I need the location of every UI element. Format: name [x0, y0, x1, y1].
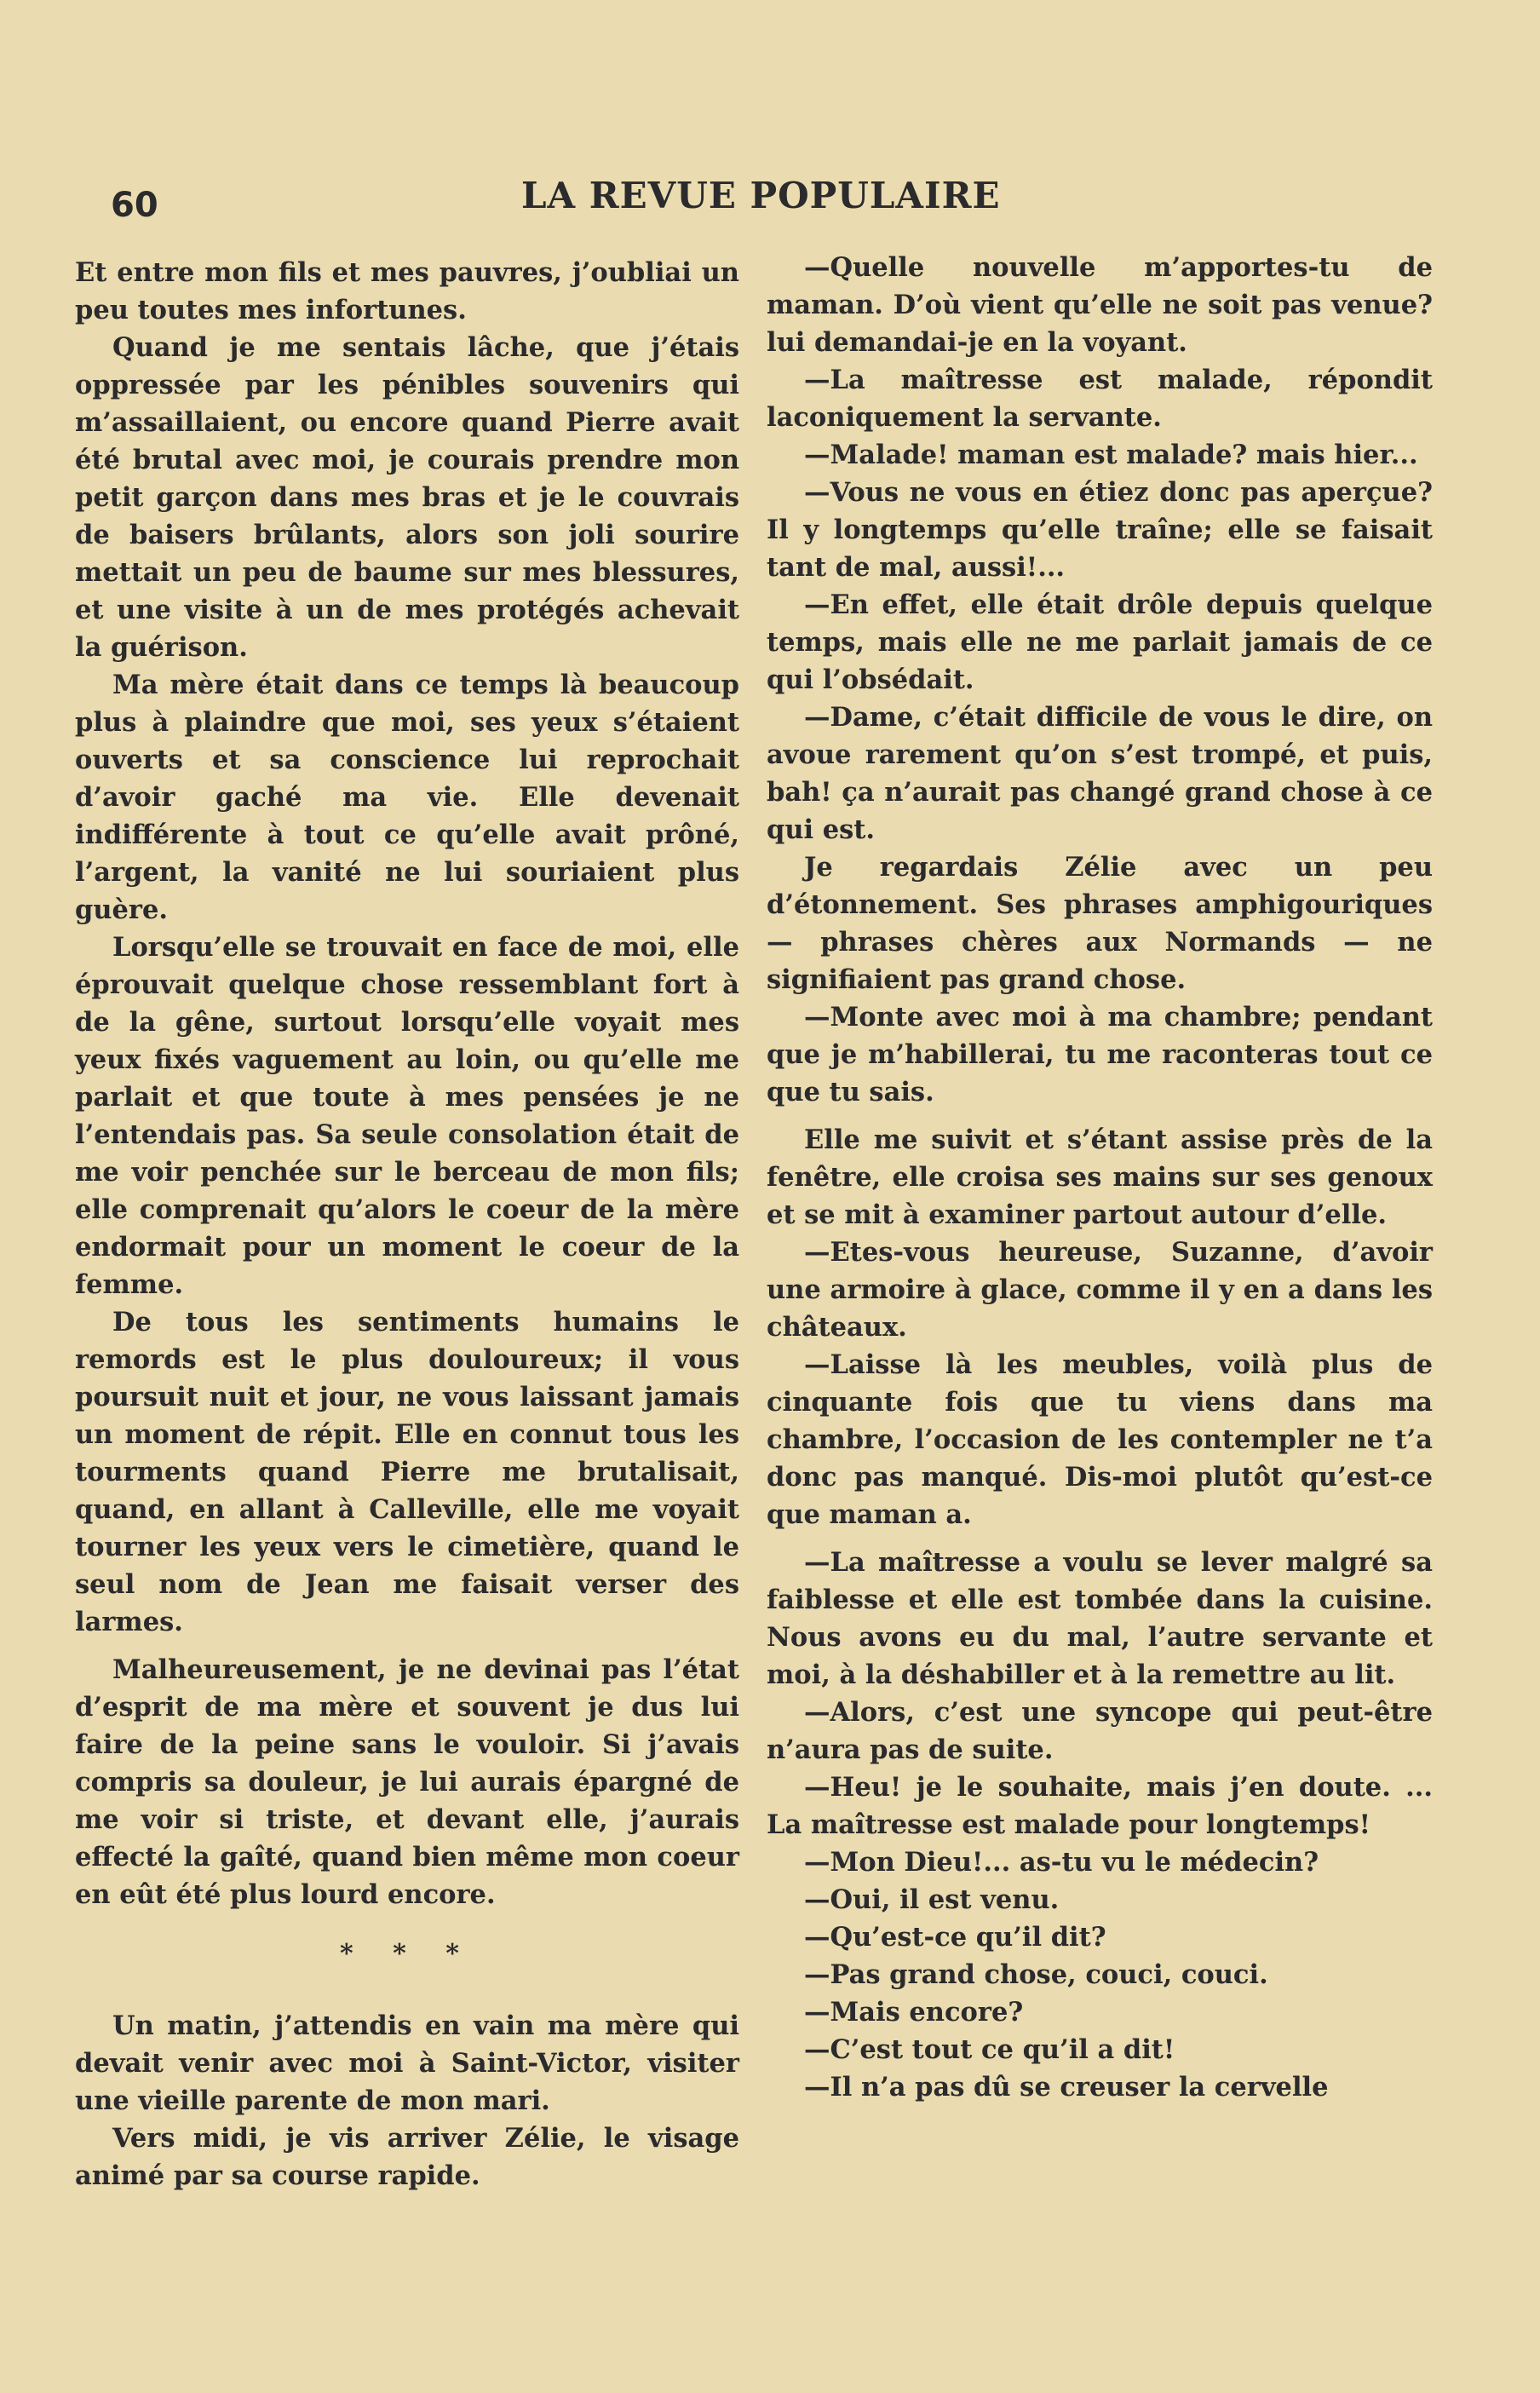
paragraph: —Heu! je le souhaite, mais j’en doute. ... La maîtresse est malade pour longtemps! — [767, 1772, 1433, 1840]
page-number: 60 — [111, 186, 158, 225]
paragraph: —Il n’a pas dû se creuser la cervelle — [804, 2072, 1329, 2103]
paragraph: —En effet, elle était drôle depuis quelque temps, mais elle ne me parlait jamais de ce qui l’obsédait. — [767, 590, 1433, 695]
left-column — [75, 254, 739, 2195]
paragraph: —Pas grand chose, couci, couci. — [804, 1959, 1268, 1990]
paragraph: Un matin, j’attendis en vain ma mère qui devait venir avec moi à Saint-Victor, visiter une vieille parente de mon mari. — [75, 2010, 739, 2116]
paragraph: Et entre mon fils et mes pauvres, j’oubliai un peu toutes mes infortunes. — [75, 257, 739, 325]
paragraph: —Mon Dieu!... as-tu vu le médecin? — [804, 1847, 1319, 1878]
paragraph: —Monte avec moi à ma chambre; pendant que je m’habillerai, tu me raconteras tout ce que tu sais. — [767, 1002, 1433, 1107]
paragraph: —Alors, c’est une syncope qui peut-être n’aura pas de suite. — [767, 1697, 1433, 1765]
paragraph: Ma mère était dans ce temps là beaucoup plus à plaindre que moi, ses yeux s’étaient ouverts et sa conscience lui reprochait d’avoir gaché ma vie. Elle devenait indifférente à tout ce qu’elle avait prôné, l’argent, la vanité ne lui souriaient plus guère. — [75, 670, 739, 925]
paragraph: De tous les sentiments humains le remords est le plus douloureux; il vous poursuit nuit et jour, ne vous laissant jamais un moment de répit. Elle en connut tous les tourments quand Pierre me brutalisait, quand, en allant à Calleville, elle me voyait tourner les yeux vers le cimetière, quand le seul nom de Jean me faisait verser des larmes. — [75, 1307, 739, 1637]
paragraph: Quand je me sentais lâche, que j’étais oppressée par les pénibles souvenirs qui m’assaillaient, ou encore quand Pierre avait été brutal avec moi, je courais prendre mon petit garçon dans mes bras et je le couvrais de baisers brûlants, alors son joli sourire mettait un peu de baume sur mes blessures, et une visite à un de mes protégés achevait la guérison. — [75, 332, 739, 663]
section-separator: * * * — [340, 1939, 474, 1969]
paragraph: —Quelle nouvelle m’apportes-tu de maman. D’où vient qu’elle ne soit pas venue? lui demandai-je en la voyant. — [767, 252, 1433, 358]
paragraph: —Vous ne vous en étiez donc pas aperçue? Il y longtemps qu’elle traîne; elle se faisait tant de mal, aussi!... — [767, 477, 1433, 583]
paragraph: —La maîtresse a voulu se lever malgré sa faiblesse et elle est tombée dans la cuisine. Nous avons eu du mal, l’autre servante et moi, à la déshabiller et à la remettre au lit. — [767, 1547, 1433, 1690]
paragraph: Elle me suivit et s’étant assise près de la fenêtre, elle croisa ses mains sur ses genoux et se mit à examiner partout autour d’elle. — [767, 1125, 1433, 1230]
paragraph: Lorsqu’elle se trouvait en face de moi, elle éprouvait quelque chose ressemblant fort à de la gêne, surtout lorsqu’elle voyait mes yeux fixés vaguement au loin, ou qu’elle me parlait et que toute à mes pensées je ne l’entendais pas. Sa seule consolation était de me voir penchée sur le berceau de mon fils; elle comprenait qu’alors le coeur de la mère endormait pour un moment le coeur de la femme. — [75, 932, 739, 1300]
paragraph: —La maîtresse est malade, répondit laconiquement la servante. — [767, 365, 1433, 433]
paragraph: —Dame, c’était difficile de vous le dire, on avoue rarement qu’on s’est trompé, et puis, bah! ça n’aurait pas changé grand chose à ce qui est. — [767, 702, 1433, 845]
right-column — [767, 249, 1433, 2106]
paragraph: —Qu’est-ce qu’il dit? — [804, 1922, 1106, 1953]
paragraph: —Etes-vous heureuse, Suzanne, d’avoir une armoire à glace, comme il y en a dans les châteaux. — [767, 1237, 1433, 1343]
paragraph: —Oui, il est venu. — [804, 1884, 1060, 1915]
running-title: LA REVUE POPULAIRE — [521, 175, 1001, 216]
paragraph: Vers midi, je vis arriver Zélie, le visage animé par sa course rapide. — [75, 2123, 739, 2191]
paragraph: Malheureusement, je ne devinai pas l’état d’esprit de ma mère et souvent je dus lui faire de la peine sans le vouloir. Si j’avais compris sa douleur, je lui aurais épargné de me voir si triste, et devant elle, j’aurais effecté la gaîté, quand bien même mon coeur en eût été plus lourd encore. — [75, 1654, 739, 1910]
paragraph: —Mais encore? — [804, 1997, 1024, 2028]
paragraph: —Malade! maman est malade? mais hier... — [804, 440, 1418, 470]
paragraph: Je regardais Zélie avec un peu d’étonnement. Ses phrases amphigouriques — phrases chères aux Normands — ne signifiaient pas grand chose. — [767, 852, 1433, 995]
paragraph: —Laisse là les meubles, voilà plus de cinquante fois que tu viens dans ma chambre, l’occasion de les contempler ne t’a donc pas manqué. Dis-moi plutôt qu’est-ce que maman a. — [767, 1349, 1433, 1530]
paragraph: —C’est tout ce qu’il a dit! — [804, 2034, 1175, 2065]
